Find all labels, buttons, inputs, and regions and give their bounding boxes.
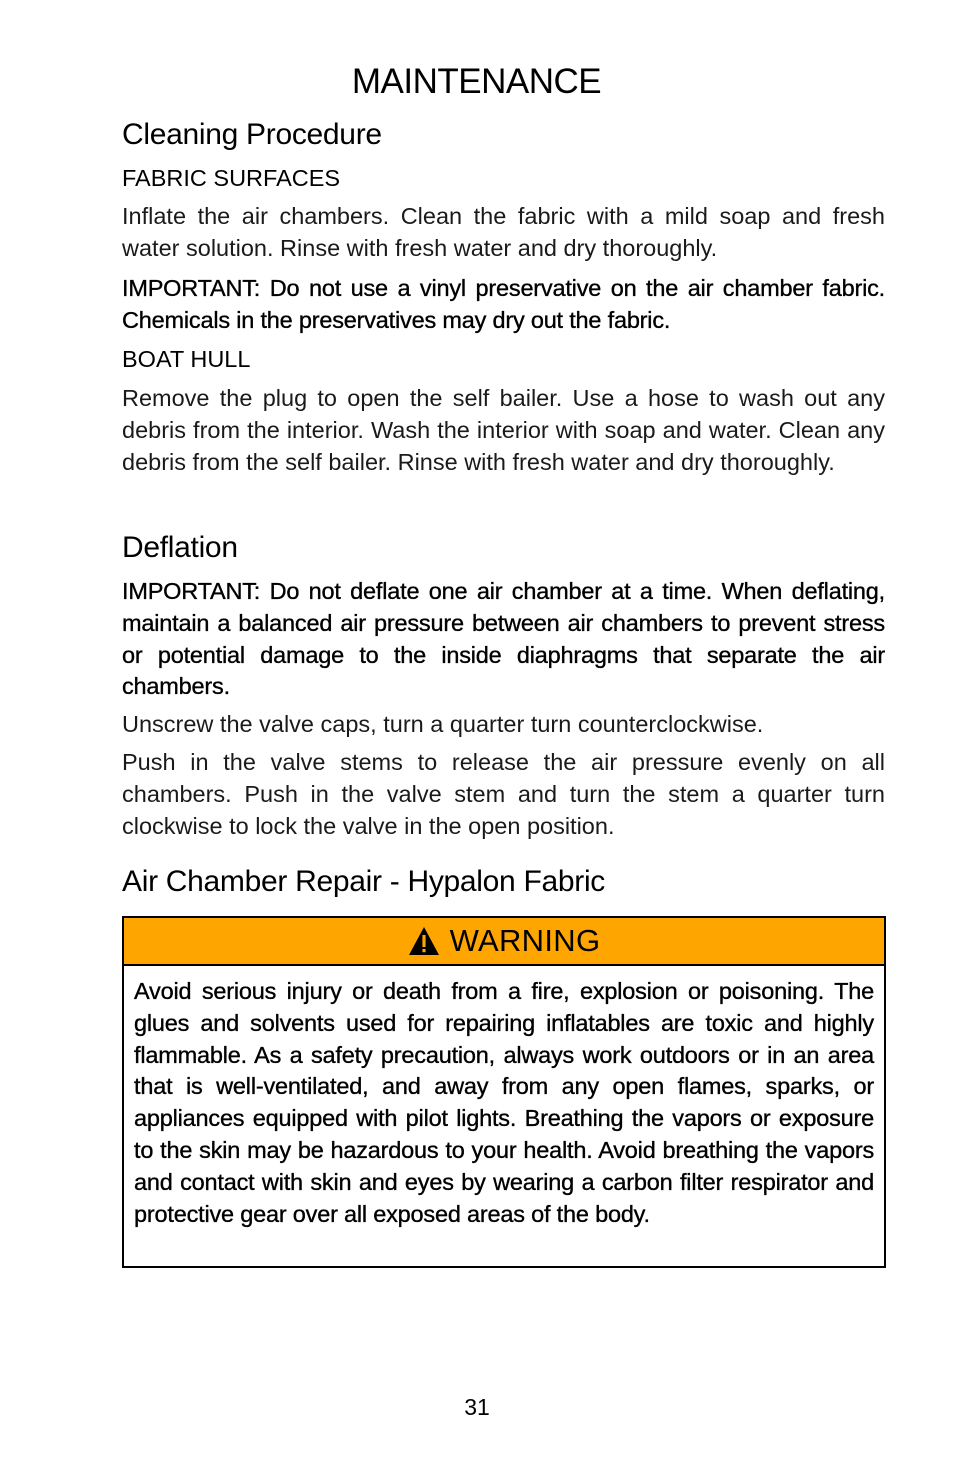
air-chamber-repair-heading: Air Chamber Repair - Hypalon Fabric [122, 865, 606, 898]
deflation-heading: Deflation [122, 531, 238, 564]
warning-header [124, 918, 884, 966]
fabric-surfaces-heading: FABRIC SURFACES [122, 165, 341, 191]
deflation-important-note: IMPORTANT: Do not deflate one air chamber at a time. When deflating, maintain a balanced air pressure between air chambers to prevent stress or potential damage to the inside diaphragms that separate the air chambers. [122, 578, 885, 700]
warning-label: WARNING [449, 923, 601, 958]
warning-box [122, 916, 886, 1268]
cleaning-procedure-heading: Cleaning Procedure [122, 118, 382, 151]
warning-text: Avoid serious injury or death from a fire, explosion or poisoning. The glues and solvents used for repairing inflatables are toxic and highly flammable. As a safety precaution, always work outdoors or in an area that is well-ventilated, and away from any open flames, sparks, or appliances equipped with pilot lights. Breathing the vapors or exposure to the skin may be hazardous to your health. Avoid breathing the vapors and contact with skin and eyes by wearing a carbon filter respirator and protective gear over all exposed areas of the body. [134, 978, 874, 1227]
warning-triangle-icon [408, 926, 440, 956]
fabric-important-note: IMPORTANT: Do not use a vinyl preservative on the air chamber fabric. Chemicals in the preservatives may dry out the fabric. [122, 275, 885, 333]
boat-hull-text: Remove the plug to open the self bailer. Use a hose to wash out any debris from the interior. Wash the interior with soap and water. Clean any debris from the self bailer. Rinse with fresh water and dry thoroughly. [122, 385, 885, 475]
deflation-step-2: Push in the valve stems to release the air pressure evenly on all chambers. Push in the valve stem and turn the stem a quarter turn clockwise to lock the valve in the open position. [122, 749, 885, 839]
page-title: MAINTENANCE [351, 62, 602, 101]
deflation-step-1: Unscrew the valve caps, turn a quarter turn counterclockwise. [122, 711, 764, 737]
fabric-surfaces-text: Inflate the air chambers. Clean the fabric with a mild soap and fresh water solution. Rinse with fresh water and dry thoroughly. [122, 203, 885, 261]
boat-hull-heading: BOAT HULL [122, 346, 251, 372]
page-number: 31 [464, 1394, 490, 1420]
